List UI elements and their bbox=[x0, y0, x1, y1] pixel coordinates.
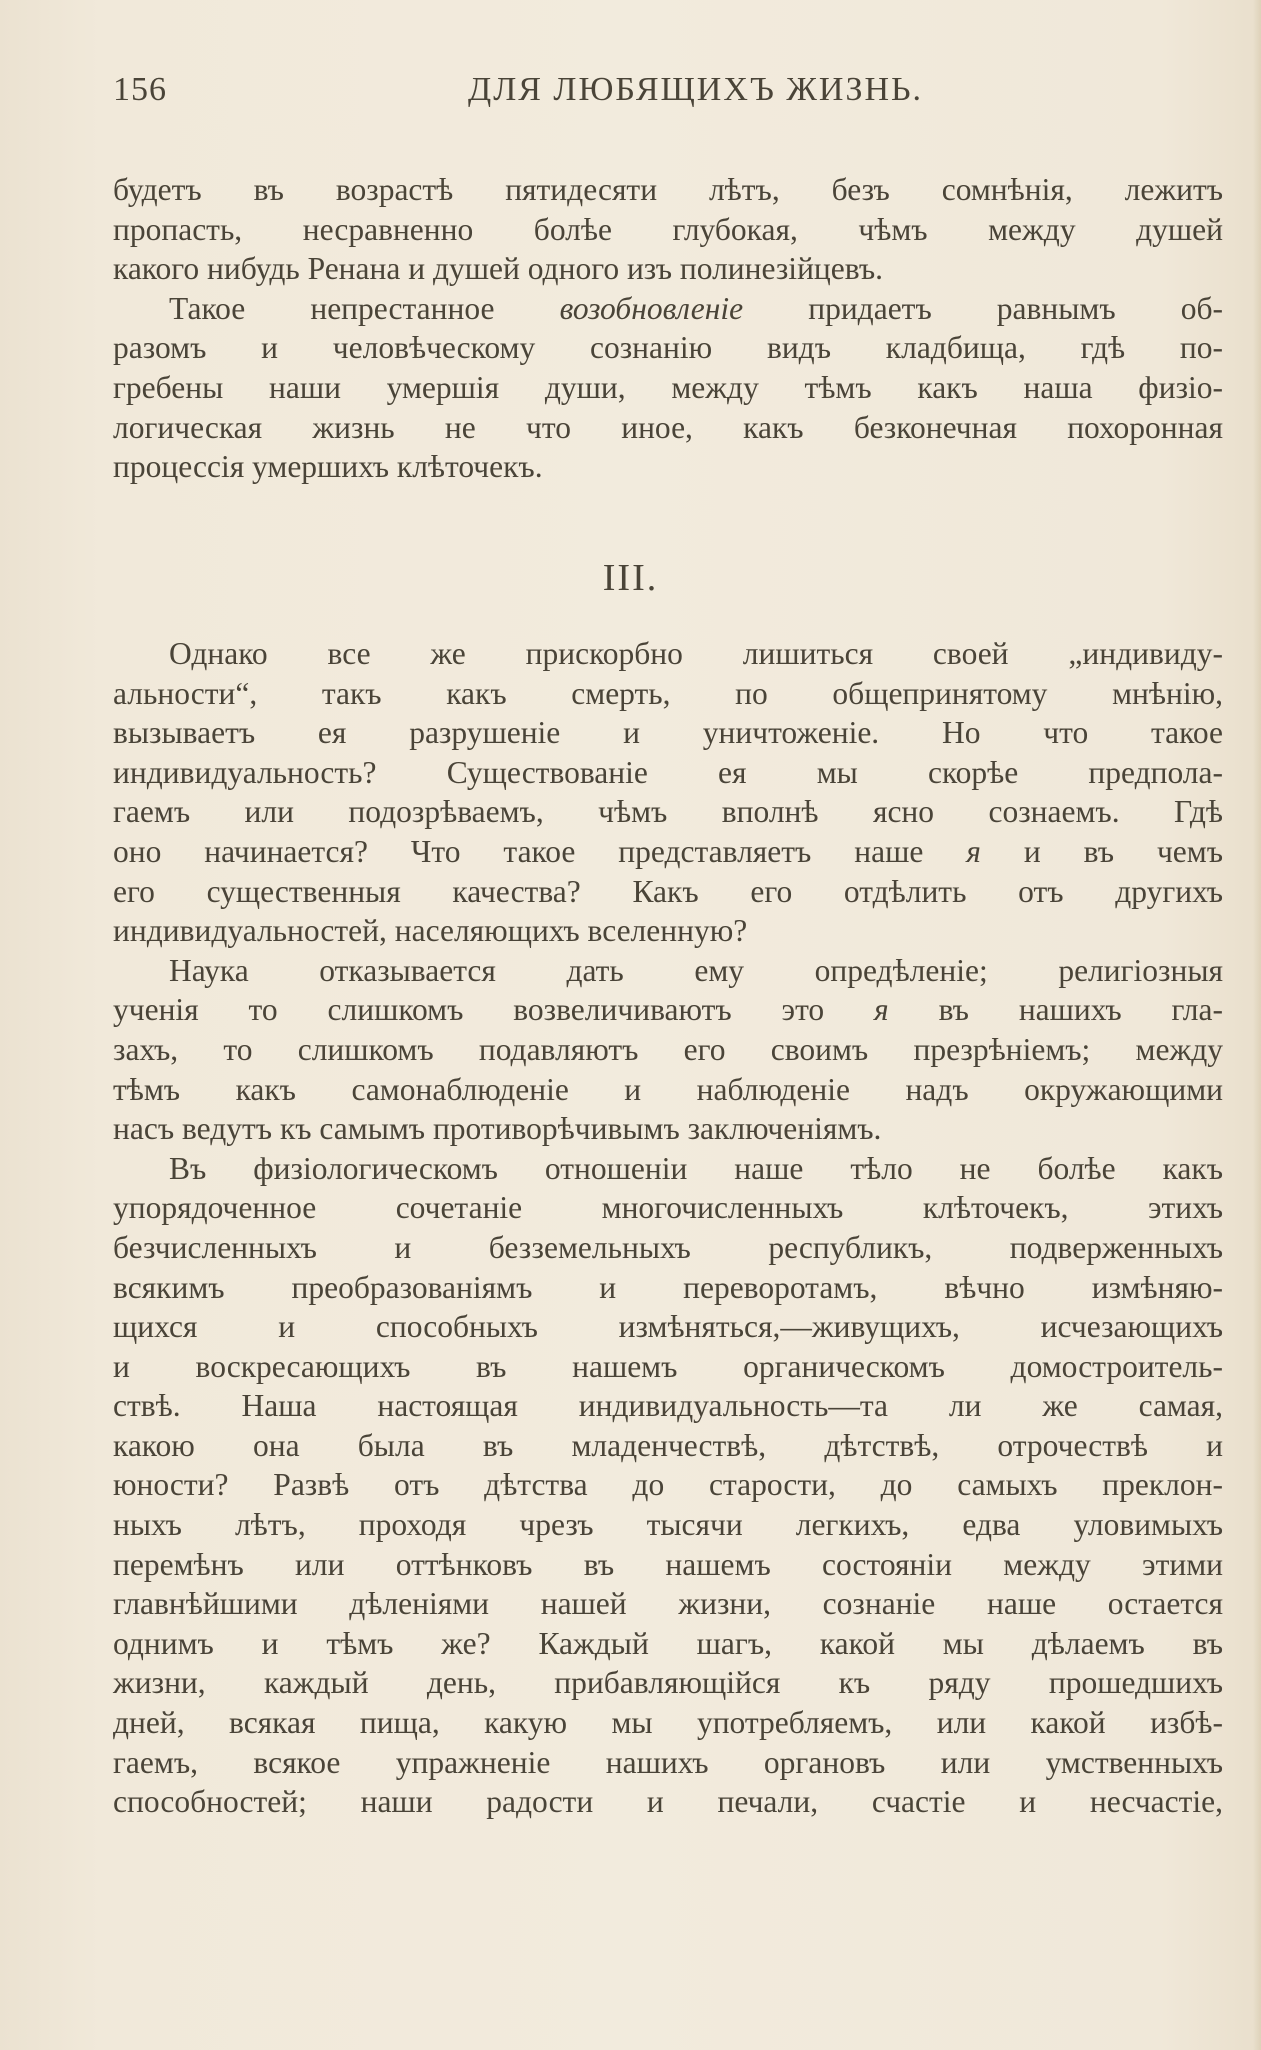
text-line: Наука отказывается дать ему опредѣленіе; религіозныя bbox=[169, 952, 1223, 988]
text-line: способностей; наши радости и печали, счастіе и несчастіе, bbox=[113, 1784, 1223, 1820]
text-line bbox=[113, 990, 1223, 1030]
text-line: ныхъ лѣтъ, проходя чрезъ тысячи легкихъ, едва уловимыхъ bbox=[113, 1507, 1223, 1543]
text-line: его существенныя качества? Какъ его отдѣлить отъ другихъ bbox=[113, 873, 1223, 909]
text-line: дней, всякая пища, какую мы употребляемъ, или какой избѣ- bbox=[113, 1705, 1223, 1741]
emphasized-word: я bbox=[966, 833, 981, 869]
page-header bbox=[113, 68, 1223, 112]
text-line: безчисленныхъ и безземельныхъ республикъ, подверженныхъ bbox=[113, 1229, 1223, 1265]
emphasized-word: возобновленіе bbox=[559, 290, 744, 326]
page-number: 156 bbox=[113, 71, 167, 108]
text-line: процессія умершихъ клѣточекъ. bbox=[113, 449, 543, 485]
text-line: ствѣ. Наша настоящая индивидуальность—та ли же самая, bbox=[113, 1388, 1223, 1424]
text-run: и въ чемъ bbox=[980, 833, 1223, 869]
text-line: жизни, каждый день, прибавляющійся къ ряду прошедшихъ bbox=[113, 1665, 1223, 1701]
text-line: вызываетъ ея разрушеніе и уничтоженіе. Но что такое bbox=[113, 715, 1223, 751]
text-line: разомъ и человѣческому сознанію видъ кладбища, гдѣ по- bbox=[113, 330, 1223, 366]
text-line: насъ ведутъ къ самымъ противорѣчивымъ заключеніямъ. bbox=[113, 1111, 882, 1147]
text-line: главнѣйшими дѣленіями нашей жизни, сознаніе наше остается bbox=[113, 1586, 1223, 1622]
running-title: ДЛЯ ЛЮБЯЩИХЪ ЖИЗНЬ. bbox=[468, 71, 924, 108]
section-heading: III. bbox=[602, 557, 659, 599]
text-line: перемѣнъ или оттѣнковъ въ нашемъ состояніи между этими bbox=[113, 1546, 1223, 1582]
text-line: тѣмъ какъ самонаблюденіе и наблюденіе надъ окружающими bbox=[113, 1071, 1223, 1107]
text-run: придаетъ равнымъ об- bbox=[743, 290, 1223, 326]
text-line: Однако все же прискорбно лишиться своей „индивиду- bbox=[169, 636, 1223, 671]
text-line: какою она была въ младенчествѣ, дѣтствѣ, отрочествѣ и bbox=[113, 1427, 1223, 1463]
text-line: логическая жизнь не что иное, какъ безконечная похоронная bbox=[113, 409, 1223, 445]
text-line: гаемъ или подозрѣваемъ, чѣмъ вполнѣ ясно сознаемъ. Гдѣ bbox=[113, 794, 1223, 830]
text-line: юности? Развѣ отъ дѣтства до старости, до самыхъ преклон- bbox=[113, 1467, 1223, 1503]
text-line bbox=[113, 289, 1223, 329]
text-line: захъ, то слишкомъ подавляютъ его своимъ презрѣніемъ; между bbox=[113, 1031, 1223, 1067]
page-edge-shade bbox=[1253, 0, 1261, 2050]
text-run: ученія то слишкомъ возвеличиваютъ это bbox=[113, 992, 875, 1028]
text-block-main bbox=[113, 634, 1223, 1822]
text-run: въ нашихъ гла- bbox=[888, 992, 1223, 1028]
text-line: Въ физіологическомъ отношеніи наше тѣло не болѣе какъ bbox=[169, 1150, 1223, 1186]
text-line: будетъ въ возрастѣ пятидесяти лѣтъ, безъ сомнѣнія, лежитъ bbox=[113, 172, 1223, 207]
text-line: какого нибудь Ренана и душей одного изъ полинезійцевъ. bbox=[113, 251, 884, 287]
text-line: и воскресающихъ въ нашемъ органическомъ домостроитель- bbox=[113, 1348, 1223, 1384]
text-line: пропасть, несравненно болѣе глубокая, чѣмъ между душей bbox=[113, 211, 1223, 247]
text-line: гребены наши умершія души, между тѣмъ какъ наша физіо- bbox=[113, 369, 1223, 405]
text-line: щихся и способныхъ измѣняться,—живущихъ, исчезающихъ bbox=[113, 1309, 1223, 1345]
text-line: однимъ и тѣмъ же? Каждый шагъ, какой мы дѣлаемъ въ bbox=[113, 1625, 1223, 1661]
text-line: альности“, такъ какъ смерть, по общепринятому мнѣнію, bbox=[113, 675, 1223, 711]
text-run: оно начинается? Что такое представляетъ наше bbox=[113, 833, 967, 869]
text-line bbox=[113, 832, 1223, 872]
text-line: гаемъ, всякое упражненіе нашихъ органовъ или умственныхъ bbox=[113, 1744, 1223, 1780]
text-line: всякимъ преобразованіямъ и переворотамъ, вѣчно измѣняю- bbox=[113, 1269, 1223, 1305]
text-line: индивидуальностей, населяющихъ вселенную? bbox=[113, 913, 748, 949]
emphasized-word: я bbox=[874, 992, 889, 1028]
text-line: упорядоченное сочетаніе многочисленныхъ клѣточекъ, этихъ bbox=[113, 1190, 1223, 1226]
text-block-top bbox=[113, 170, 1223, 487]
text-line: индивидуальность? Существованіе ея мы скорѣе предпола- bbox=[113, 754, 1223, 790]
text-run: Такое непрестанное bbox=[169, 290, 560, 326]
